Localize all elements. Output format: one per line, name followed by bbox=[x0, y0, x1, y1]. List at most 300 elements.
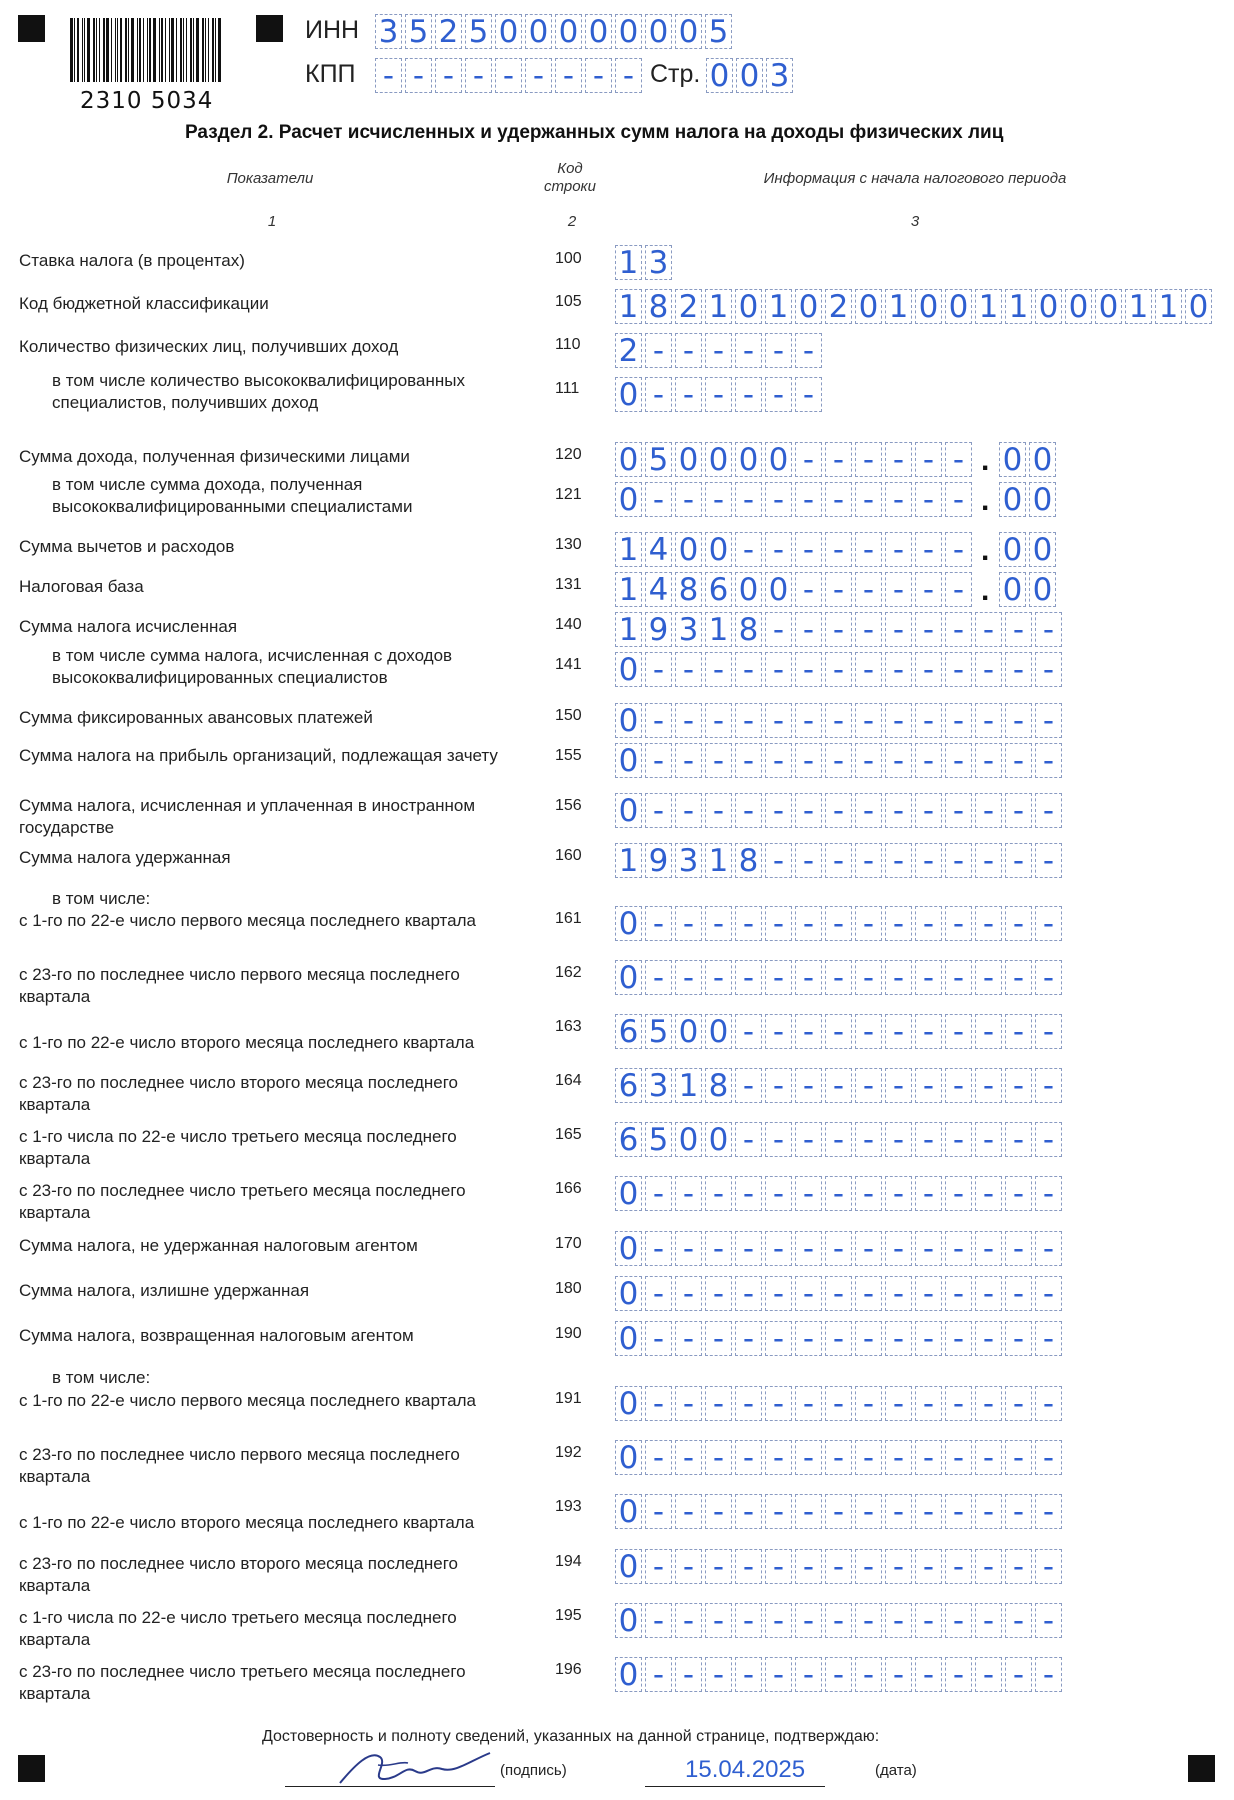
row-value-field-196[interactable] bbox=[615, 1657, 1065, 1692]
comb-cell: - bbox=[945, 1321, 972, 1356]
comb-cell: - bbox=[855, 793, 882, 828]
comb-cell: - bbox=[765, 1014, 792, 1049]
comb-cell: - bbox=[675, 1321, 702, 1356]
comb-cell: 6 bbox=[705, 572, 732, 607]
comb-cell: 5 bbox=[465, 14, 492, 49]
comb-cell: - bbox=[855, 612, 882, 647]
row-value-field-193[interactable] bbox=[615, 1494, 1065, 1529]
comb-cell: - bbox=[945, 906, 972, 941]
comb-cell: 8 bbox=[705, 1068, 732, 1103]
comb-cell: - bbox=[1035, 1494, 1062, 1529]
comb-cell: - bbox=[885, 1176, 912, 1211]
comb-cell: - bbox=[885, 532, 912, 567]
comb-cell: - bbox=[855, 1014, 882, 1049]
row-code-140: 140 bbox=[555, 616, 582, 633]
comb-cell: - bbox=[1035, 1657, 1062, 1692]
comb-cell: - bbox=[945, 1122, 972, 1157]
row-value-field-190[interactable] bbox=[615, 1321, 1065, 1356]
comb-cell: - bbox=[705, 333, 732, 368]
row-value-field-156[interactable] bbox=[615, 793, 1065, 828]
comb-cell: 0 bbox=[1065, 289, 1092, 324]
comb-cell: - bbox=[855, 482, 882, 517]
comb-cell: 0 bbox=[735, 572, 762, 607]
comb-cell: - bbox=[705, 1321, 732, 1356]
comb-cell: - bbox=[675, 377, 702, 412]
barcode-bar bbox=[171, 18, 174, 82]
comb-cell: 5 bbox=[645, 1122, 672, 1157]
corner-marker-bottom-right bbox=[1188, 1755, 1215, 1782]
comb-cell: - bbox=[645, 1231, 672, 1266]
comb-cell: - bbox=[975, 1321, 1002, 1356]
comb-cell: - bbox=[645, 333, 672, 368]
comb-cell: - bbox=[1005, 1231, 1032, 1266]
comb-cell: - bbox=[915, 960, 942, 995]
row-label-140: Сумма налога исчисленная bbox=[19, 617, 238, 636]
comb-cell: - bbox=[945, 612, 972, 647]
comb-cell: - bbox=[795, 843, 822, 878]
comb-cell: 1 bbox=[615, 532, 642, 567]
date-line bbox=[645, 1786, 825, 1787]
comb-cell: - bbox=[795, 1321, 822, 1356]
comb-cell: 0 bbox=[705, 442, 732, 477]
signature-mark bbox=[330, 1735, 495, 1790]
comb-cell: - bbox=[675, 1494, 702, 1529]
comb-cell: 0 bbox=[615, 793, 642, 828]
barcode-bar bbox=[96, 18, 97, 82]
row-code-192: 192 bbox=[555, 1444, 582, 1461]
comb-cell: 3 bbox=[645, 245, 672, 280]
comb-cell: - bbox=[915, 843, 942, 878]
comb-cell: - bbox=[705, 1657, 732, 1692]
comb-cell: - bbox=[855, 1068, 882, 1103]
comb-cell: - bbox=[855, 532, 882, 567]
comb-cell: - bbox=[705, 1603, 732, 1638]
comb-cell: 6 bbox=[615, 1122, 642, 1157]
row-code-163: 163 bbox=[555, 1018, 582, 1035]
comb-cell: - bbox=[795, 442, 822, 477]
comb-cell: - bbox=[705, 1386, 732, 1421]
barcode-bar bbox=[149, 18, 151, 82]
comb-cell: - bbox=[855, 960, 882, 995]
comb-cell: - bbox=[735, 743, 762, 778]
row-label-170: Сумма налога, не удержанная налоговым агентом bbox=[19, 1236, 418, 1255]
comb-cell: - bbox=[915, 1276, 942, 1311]
comb-cell: - bbox=[885, 1231, 912, 1266]
comb-cell: - bbox=[795, 960, 822, 995]
decimal-point: . bbox=[981, 484, 990, 517]
row-code-150: 150 bbox=[555, 707, 582, 724]
comb-cell: - bbox=[975, 612, 1002, 647]
comb-cell: - bbox=[885, 1657, 912, 1692]
comb-cell: 0 bbox=[706, 58, 733, 93]
comb-cell: - bbox=[645, 743, 672, 778]
comb-cell: - bbox=[885, 843, 912, 878]
comb-cell: - bbox=[765, 1231, 792, 1266]
comb-cell: 0 bbox=[615, 1386, 642, 1421]
comb-cell: - bbox=[705, 906, 732, 941]
barcode-bar bbox=[87, 18, 90, 82]
comb-cell: - bbox=[735, 1176, 762, 1211]
comb-cell: - bbox=[735, 1122, 762, 1157]
row-value-field-164[interactable] bbox=[615, 1068, 1065, 1103]
barcode-bar bbox=[115, 18, 116, 82]
decimal-point: . bbox=[981, 444, 990, 477]
row-value-field-160[interactable] bbox=[615, 843, 1065, 878]
row-code-195: 195 bbox=[555, 1607, 582, 1624]
comb-cell: - bbox=[765, 612, 792, 647]
row-value-field-131[interactable] bbox=[615, 572, 975, 607]
comb-cell: - bbox=[915, 652, 942, 687]
row-value-field-105[interactable] bbox=[615, 289, 1215, 324]
comb-cell: - bbox=[795, 1494, 822, 1529]
row-value-field-155[interactable] bbox=[615, 743, 1065, 778]
comb-cell: 0 bbox=[765, 442, 792, 477]
comb-cell: - bbox=[885, 1276, 912, 1311]
comb-cell: - bbox=[645, 703, 672, 738]
comb-cell: - bbox=[915, 1549, 942, 1584]
comb-cell: - bbox=[735, 1494, 762, 1529]
comb-cell: - bbox=[915, 1014, 942, 1049]
comb-cell: - bbox=[705, 1276, 732, 1311]
column-number-1: 1 bbox=[267, 213, 277, 230]
inn-label: ИНН bbox=[305, 16, 360, 44]
comb-cell: 1 bbox=[1005, 289, 1032, 324]
comb-cell: - bbox=[555, 58, 582, 93]
comb-cell: 1 bbox=[885, 289, 912, 324]
corner-marker-bottom-left bbox=[18, 1755, 45, 1782]
comb-cell: 0 bbox=[855, 289, 882, 324]
comb-cell: 0 bbox=[1029, 442, 1056, 477]
comb-cell: - bbox=[825, 703, 852, 738]
comb-cell: - bbox=[795, 333, 822, 368]
comb-cell: - bbox=[645, 482, 672, 517]
comb-cell: - bbox=[675, 333, 702, 368]
comb-cell: - bbox=[1005, 1657, 1032, 1692]
comb-cell: - bbox=[855, 442, 882, 477]
row-label-150: Сумма фиксированных авансовых платежей bbox=[19, 708, 373, 727]
page-number-field[interactable] bbox=[706, 58, 796, 93]
barcode-bar bbox=[93, 18, 95, 82]
row-kopecks-field-121[interactable] bbox=[999, 482, 1059, 517]
comb-cell: - bbox=[1035, 1321, 1062, 1356]
comb-cell: - bbox=[765, 1176, 792, 1211]
row-value-field-180[interactable] bbox=[615, 1276, 1065, 1311]
comb-cell: 0 bbox=[615, 1321, 642, 1356]
row-value-field-100[interactable] bbox=[615, 245, 675, 280]
decimal-point: . bbox=[981, 534, 990, 567]
row-value-field-170[interactable] bbox=[615, 1231, 1065, 1266]
comb-cell: - bbox=[795, 1386, 822, 1421]
date-value[interactable]: 15.04.2025 bbox=[685, 1756, 806, 1783]
barcode-bar bbox=[153, 18, 156, 82]
comb-cell: - bbox=[795, 612, 822, 647]
comb-cell: - bbox=[1035, 612, 1062, 647]
column-head-code-line2: строки bbox=[544, 178, 596, 195]
comb-cell: - bbox=[855, 1122, 882, 1157]
comb-cell: - bbox=[885, 652, 912, 687]
row-code-196: 196 bbox=[555, 1661, 582, 1678]
comb-cell: 0 bbox=[555, 14, 582, 49]
comb-cell: - bbox=[735, 1657, 762, 1692]
comb-cell: - bbox=[795, 1276, 822, 1311]
comb-cell: 2 bbox=[825, 289, 852, 324]
row-code-164: 164 bbox=[555, 1072, 582, 1089]
comb-cell: - bbox=[675, 1657, 702, 1692]
comb-cell: - bbox=[915, 532, 942, 567]
comb-cell: 1 bbox=[705, 289, 732, 324]
comb-cell: - bbox=[675, 1231, 702, 1266]
comb-cell: - bbox=[795, 652, 822, 687]
row-value-field-110[interactable] bbox=[615, 333, 825, 368]
comb-cell: - bbox=[645, 1176, 672, 1211]
row-kopecks-field-131[interactable] bbox=[999, 572, 1059, 607]
comb-cell: - bbox=[915, 572, 942, 607]
barcode-bar bbox=[183, 18, 184, 82]
comb-cell: - bbox=[855, 1276, 882, 1311]
comb-cell: - bbox=[975, 793, 1002, 828]
row-label-120: Сумма дохода, полученная физическими лицами bbox=[19, 447, 410, 466]
barcode-bar bbox=[169, 18, 170, 82]
comb-cell: - bbox=[1035, 1068, 1062, 1103]
comb-cell: - bbox=[945, 1176, 972, 1211]
comb-cell: - bbox=[1005, 906, 1032, 941]
row-value-field-130[interactable] bbox=[615, 532, 975, 567]
row-value-field-163[interactable] bbox=[615, 1014, 1065, 1049]
comb-cell: - bbox=[885, 906, 912, 941]
row-code-160: 160 bbox=[555, 847, 582, 864]
row-code-121: 121 bbox=[555, 486, 582, 503]
row-value-field-161[interactable] bbox=[615, 906, 1065, 941]
comb-cell: - bbox=[645, 960, 672, 995]
comb-cell: 1 bbox=[705, 843, 732, 878]
comb-cell: 3 bbox=[675, 843, 702, 878]
comb-cell: - bbox=[825, 743, 852, 778]
barcode-bar bbox=[215, 18, 216, 82]
comb-cell: - bbox=[915, 612, 942, 647]
comb-cell: - bbox=[765, 906, 792, 941]
comb-cell: - bbox=[735, 377, 762, 412]
comb-cell: - bbox=[975, 843, 1002, 878]
comb-cell: - bbox=[825, 793, 852, 828]
comb-cell: - bbox=[1005, 843, 1032, 878]
comb-cell: - bbox=[945, 843, 972, 878]
comb-cell: - bbox=[795, 793, 822, 828]
row-value-field-195[interactable] bbox=[615, 1603, 1065, 1638]
comb-cell: - bbox=[1005, 652, 1032, 687]
comb-cell: - bbox=[705, 960, 732, 995]
comb-cell: - bbox=[945, 1549, 972, 1584]
comb-cell: 0 bbox=[705, 1122, 732, 1157]
comb-cell: - bbox=[705, 652, 732, 687]
comb-cell: - bbox=[675, 703, 702, 738]
comb-cell: 8 bbox=[735, 612, 762, 647]
comb-cell: - bbox=[1035, 843, 1062, 878]
comb-cell: - bbox=[1035, 1122, 1062, 1157]
row-kopecks-field-120[interactable] bbox=[999, 442, 1059, 477]
row-code-162: 162 bbox=[555, 964, 582, 981]
comb-cell: - bbox=[825, 572, 852, 607]
comb-cell: - bbox=[765, 1657, 792, 1692]
comb-cell: - bbox=[915, 1176, 942, 1211]
comb-cell: 0 bbox=[615, 1549, 642, 1584]
comb-cell: 1 bbox=[765, 289, 792, 324]
comb-cell: - bbox=[825, 1014, 852, 1049]
row-value-field-191[interactable] bbox=[615, 1386, 1065, 1421]
row-label-196: с 23-го по последнее число третьего месяца последнего квартала bbox=[19, 1662, 466, 1703]
comb-cell: - bbox=[975, 703, 1002, 738]
barcode-bar bbox=[74, 18, 75, 82]
comb-cell: 0 bbox=[915, 289, 942, 324]
barcode-bar bbox=[82, 18, 83, 82]
comb-cell: 0 bbox=[1095, 289, 1122, 324]
barcode-bar bbox=[111, 18, 112, 82]
row-value-field-165[interactable] bbox=[615, 1122, 1065, 1157]
barcode-bar bbox=[196, 18, 199, 82]
comb-cell: - bbox=[735, 906, 762, 941]
comb-cell: 0 bbox=[999, 482, 1026, 517]
comb-cell: - bbox=[945, 743, 972, 778]
row-code-110: 110 bbox=[555, 336, 581, 353]
comb-cell: 0 bbox=[735, 442, 762, 477]
comb-cell: - bbox=[675, 1549, 702, 1584]
corner-marker-top-right bbox=[256, 15, 283, 42]
comb-cell: - bbox=[765, 1122, 792, 1157]
comb-cell: - bbox=[645, 1321, 672, 1356]
comb-cell: 0 bbox=[945, 289, 972, 324]
comb-cell: - bbox=[825, 482, 852, 517]
row-label-160: Сумма налога удержанная bbox=[19, 848, 231, 867]
comb-cell: 3 bbox=[645, 1068, 672, 1103]
comb-cell: 0 bbox=[675, 1122, 702, 1157]
comb-cell: - bbox=[735, 1321, 762, 1356]
row-value-field-141[interactable] bbox=[615, 652, 1065, 687]
comb-cell: - bbox=[825, 1603, 852, 1638]
barcode-bar bbox=[125, 18, 127, 82]
inn-field[interactable] bbox=[375, 14, 735, 49]
comb-cell: 1 bbox=[615, 572, 642, 607]
page-label: Стр. bbox=[650, 60, 701, 88]
comb-cell: - bbox=[1005, 1014, 1032, 1049]
comb-cell: 1 bbox=[615, 245, 642, 280]
comb-cell: - bbox=[1035, 793, 1062, 828]
comb-cell: 0 bbox=[615, 1231, 642, 1266]
comb-cell: 0 bbox=[999, 532, 1026, 567]
comb-cell: 1 bbox=[1125, 289, 1152, 324]
comb-cell: - bbox=[1005, 743, 1032, 778]
comb-cell: - bbox=[765, 333, 792, 368]
barcode-bar bbox=[77, 18, 79, 82]
comb-cell: - bbox=[915, 793, 942, 828]
comb-cell: - bbox=[765, 1440, 792, 1475]
comb-cell: - bbox=[885, 793, 912, 828]
row-value-field-120[interactable] bbox=[615, 442, 975, 477]
row-value-field-121[interactable] bbox=[615, 482, 975, 517]
comb-cell: - bbox=[765, 482, 792, 517]
comb-cell: - bbox=[975, 652, 1002, 687]
comb-cell: - bbox=[1005, 1386, 1032, 1421]
comb-cell: - bbox=[765, 377, 792, 412]
row-value-field-140[interactable] bbox=[615, 612, 1065, 647]
comb-cell: 0 bbox=[615, 482, 642, 517]
comb-cell: - bbox=[885, 1122, 912, 1157]
row-value-field-192[interactable] bbox=[615, 1440, 1065, 1475]
comb-cell: - bbox=[735, 1549, 762, 1584]
comb-cell: - bbox=[945, 703, 972, 738]
comb-cell: - bbox=[765, 1494, 792, 1529]
row-value-field-162[interactable] bbox=[615, 960, 1065, 995]
comb-cell: - bbox=[765, 1603, 792, 1638]
comb-cell: - bbox=[1005, 612, 1032, 647]
comb-cell: - bbox=[795, 1122, 822, 1157]
comb-cell: - bbox=[795, 1549, 822, 1584]
comb-cell: - bbox=[765, 743, 792, 778]
comb-cell: - bbox=[855, 1549, 882, 1584]
comb-cell: - bbox=[855, 1440, 882, 1475]
row-code-165: 165 bbox=[555, 1126, 582, 1143]
barcode-bar bbox=[120, 18, 122, 82]
comb-cell: - bbox=[645, 793, 672, 828]
comb-cell: - bbox=[795, 743, 822, 778]
barcode-bar bbox=[205, 18, 206, 82]
comb-cell: - bbox=[915, 1231, 942, 1266]
row-label-110: Количество физических лиц, получивших доход bbox=[19, 337, 399, 356]
row-label-164: с 23-го по последнее число второго месяца последнего квартала bbox=[19, 1073, 459, 1114]
comb-cell: 0 bbox=[735, 289, 762, 324]
row-value-field-150[interactable] bbox=[615, 703, 1065, 738]
column-number-3: 3 bbox=[910, 213, 920, 230]
barcode-number: 2310 5034 bbox=[80, 88, 214, 114]
comb-cell: 6 bbox=[615, 1014, 642, 1049]
signature-caption: (подпись) bbox=[500, 1762, 567, 1779]
kpp-field[interactable] bbox=[375, 58, 645, 93]
comb-cell: - bbox=[735, 532, 762, 567]
comb-cell: 0 bbox=[615, 1176, 642, 1211]
comb-cell: - bbox=[855, 906, 882, 941]
comb-cell: - bbox=[1035, 1231, 1062, 1266]
comb-cell: 2 bbox=[435, 14, 462, 49]
barcode-bar bbox=[202, 18, 204, 82]
comb-cell: 1 bbox=[705, 612, 732, 647]
comb-cell: - bbox=[705, 1440, 732, 1475]
comb-cell: - bbox=[615, 58, 642, 93]
comb-cell: - bbox=[1035, 1440, 1062, 1475]
row-kopecks-field-130[interactable] bbox=[999, 532, 1059, 567]
comb-cell: 0 bbox=[645, 14, 672, 49]
comb-cell: - bbox=[915, 1603, 942, 1638]
comb-cell: 5 bbox=[705, 14, 732, 49]
row-label-193: с 1-го по 22-е число второго месяца последнего квартала bbox=[19, 1513, 475, 1532]
column-head-indicators: Показатели bbox=[226, 170, 314, 187]
row-code-111: 111 bbox=[555, 380, 580, 397]
column-number-2: 2 bbox=[567, 213, 577, 230]
comb-cell: - bbox=[585, 58, 612, 93]
comb-cell: - bbox=[465, 58, 492, 93]
comb-cell: - bbox=[1035, 703, 1062, 738]
row-value-field-166[interactable] bbox=[615, 1176, 1065, 1211]
row-value-field-194[interactable] bbox=[615, 1549, 1065, 1584]
row-value-field-111[interactable] bbox=[615, 377, 825, 412]
comb-cell: - bbox=[645, 652, 672, 687]
comb-cell: - bbox=[795, 703, 822, 738]
comb-cell: - bbox=[975, 906, 1002, 941]
comb-cell: - bbox=[1005, 1276, 1032, 1311]
comb-cell: - bbox=[855, 652, 882, 687]
corner-marker-top-left bbox=[18, 15, 45, 42]
comb-cell: - bbox=[885, 572, 912, 607]
comb-cell: - bbox=[735, 703, 762, 738]
comb-cell: - bbox=[825, 1276, 852, 1311]
column-head-code bbox=[540, 160, 600, 196]
